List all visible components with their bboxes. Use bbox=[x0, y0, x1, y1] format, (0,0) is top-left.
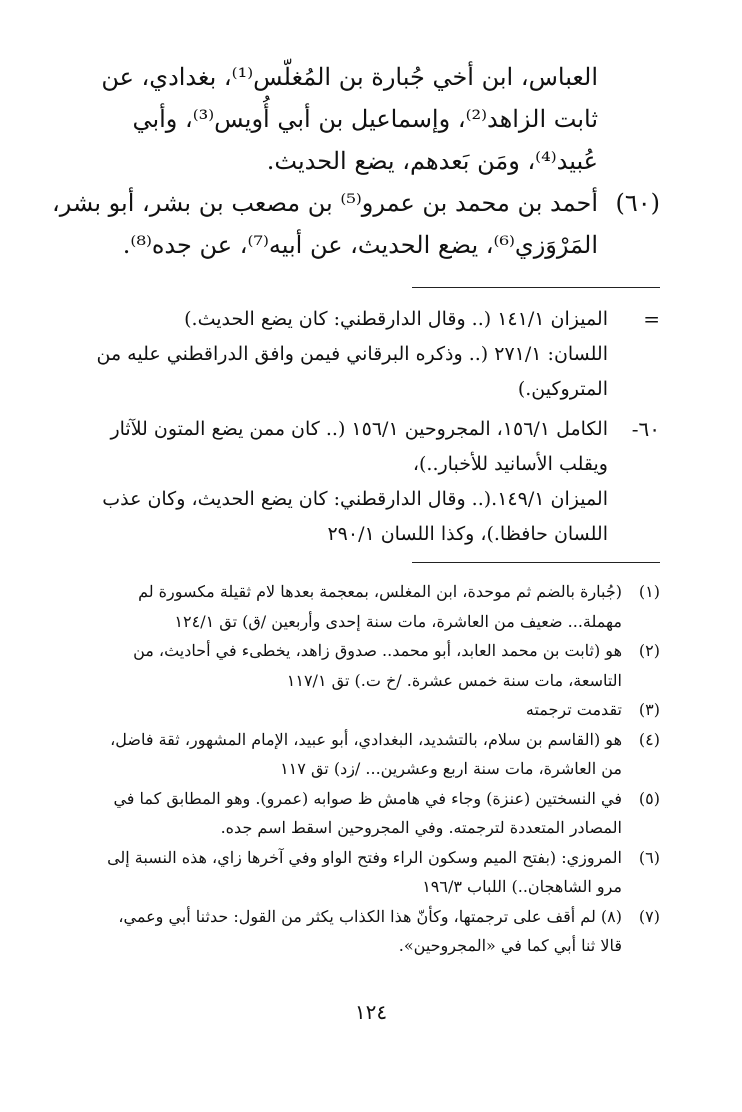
entry-number: (٦٠) bbox=[615, 189, 660, 217]
footnote-line: مرو الشاهجان..) اللباب ١٩٦/٣ bbox=[422, 877, 622, 896]
footnote-number: (١) bbox=[638, 582, 660, 601]
footnote bbox=[68, 784, 660, 843]
page-number: ١٢٤ bbox=[354, 1000, 388, 1024]
reference-line: اللسان: ٢٧١/١ (.. وذكره البرقاني فيمن وافق الدراقطني عليه من bbox=[96, 343, 608, 365]
footnote-number: (٥) bbox=[638, 788, 660, 808]
footnote-line: من العاشرة، مات سنة اربع وعشرين... /زد) تق ١١٧ bbox=[280, 759, 622, 778]
footnote bbox=[68, 636, 660, 695]
footnote-line: مهملة... ضعيف من العاشرة، مات سنة إحدى وأربعين /ق) تق ١٢٤/١ bbox=[174, 611, 622, 631]
footnote-line: قالا ثنا أبي كما في «المجروحين». bbox=[398, 936, 622, 955]
reference-line: المتروكين.) bbox=[517, 378, 608, 400]
footnotes bbox=[68, 577, 660, 961]
footnote-number: (٢) bbox=[638, 641, 660, 660]
entry-line: المَرْوَزي⁽⁶⁾، يضع الحديث، عن أبيه⁽⁷⁾، عن جده⁽⁸⁾. bbox=[122, 231, 598, 259]
footnote-line: التاسعة، مات سنة خمس عشرة. /خ ت.) تق ١١٧/١ bbox=[286, 670, 622, 690]
reference-block-equals bbox=[68, 302, 660, 407]
reference-line: الميزان ١٤٩/١.(.. وقال الدارقطني: كان يضع الحديث، وكان عذب bbox=[102, 488, 608, 510]
entry-60 bbox=[51, 182, 660, 266]
reference-line: الميزان ١٤١/١ (.. وقال الدارقطني: كان يضع الحديث.) bbox=[184, 308, 608, 330]
footnote-line: هو (ثابت بن محمد العابد، أبو محمد.. صدوق زاهد، يخطىء في أحاديث، من bbox=[133, 641, 622, 660]
footnote-line: (٨) لم أقف على ترجمتها، وكأنّ هذا الكذاب يكثر من القول: حدثنا أبي وعمي، bbox=[118, 906, 622, 926]
footnote-number: (٤) bbox=[638, 729, 660, 749]
footnote bbox=[68, 577, 660, 636]
footnote-line: في النسختين (عنزة) وجاء في هامش ظ صوابه (عمرو). وهو المطابق كما في bbox=[113, 788, 622, 808]
footnote-line: هو (القاسم بن سلام، بالتشديد، البغدادي، أبو عبيد، الإمام المشهور، ثقة فاضل، bbox=[110, 729, 622, 749]
footnote-line: المصادر المتعددة لترجمته. وفي المجروحين اسقط اسم جده. bbox=[220, 818, 622, 837]
main-text bbox=[51, 56, 660, 266]
footnote-number: (٣) bbox=[638, 700, 660, 719]
entry-line: أحمد بن محمد بن عمرو⁽⁵⁾ بن مصعب بن بشر، أبو بشر، bbox=[51, 189, 598, 217]
footnote-line: (جُبارة بالضم ثم موحدة، ابن المغلس، بمعجمة بعدها لام ثقيلة مكسورة لم bbox=[138, 582, 622, 601]
footnote-line: تقدمت ترجمته bbox=[525, 700, 622, 719]
footnote-line: المروزي: (بفتح الميم وسكون الراء وفتح الواو وفي آخرها زاي، هذه النسبة إلى bbox=[107, 847, 622, 867]
footnote-divider-rule bbox=[412, 562, 660, 563]
reference-line: الكامل ١٥٦/١، المجروحين ١٥٦/١ (.. كان ممن يضع المتون للآثار bbox=[110, 418, 608, 440]
reference-label: ٦٠- bbox=[631, 417, 660, 441]
footnote-number: (٧) bbox=[638, 906, 660, 926]
footnote bbox=[68, 902, 660, 961]
footnote-number: (٦) bbox=[638, 847, 660, 867]
main-line: العباس، ابن أخي جُبارة بن المُغلّس⁽¹⁾، بغدادي، عن bbox=[101, 63, 598, 91]
main-line: عُبيد⁽⁴⁾، ومَن بَعدهم، يضع الحديث. bbox=[266, 147, 598, 175]
reference-label: = bbox=[643, 307, 660, 331]
reference-line: ويقلب الأسانيد للأخبار..)، bbox=[412, 453, 608, 475]
reference-block-60 bbox=[68, 412, 660, 552]
footnote bbox=[68, 695, 660, 725]
divider-rule bbox=[412, 287, 660, 288]
main-line: ثابت الزاهد⁽²⁾، وإسماعيل بن أبي أُويس⁽³⁾، وأبي bbox=[132, 105, 598, 133]
reference-line: اللسان حافظا.)، وكذا اللسان ٢٩٠/١ bbox=[327, 523, 608, 545]
footnote bbox=[68, 725, 660, 784]
footnote bbox=[68, 843, 660, 902]
